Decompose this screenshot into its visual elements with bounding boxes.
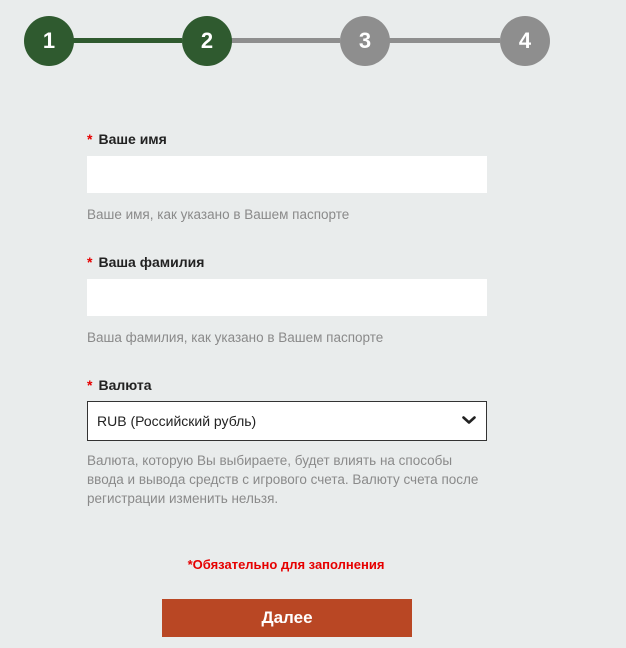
required-asterisk: * [87,131,93,147]
last-name-label-text: Ваша фамилия [98,254,205,270]
step-3: 3 [340,16,390,66]
currency-field [87,376,487,508]
progress-stepper [0,0,626,80]
currency-hint: Валюта, которую Вы выбираете, будет влиять на способы ввода и вывода средств с игрового счета. Валюту счета после регистрации изменить нельзя. [87,453,479,506]
step-1: 1 [24,16,74,66]
last-name-input[interactable] [87,279,487,316]
currency-selected-value: RUB (Российский рубль) [97,413,257,429]
currency-label-text: Валюта [98,377,152,393]
last-name-field [87,253,487,347]
first-name-label-text: Ваше имя [98,131,167,147]
currency-label [87,376,487,394]
first-name-input[interactable] [87,156,487,193]
step-connector-3-4 [388,38,500,43]
first-name-hint: Ваше имя, как указано в Вашем паспорте [87,207,350,222]
required-asterisk: * [87,377,93,393]
step-connector-1-2 [72,38,182,43]
next-button[interactable]: Далее [162,599,412,637]
step-4: 4 [500,16,550,66]
step-2: 2 [182,16,232,66]
step-connector-2-3 [230,38,340,43]
first-name-label [87,130,487,148]
currency-select[interactable] [87,401,487,441]
first-name-field [87,130,487,224]
last-name-hint: Ваша фамилия, как указано в Вашем паспорте [87,330,384,345]
required-fields-note: *Обязательно для заполнения [187,557,385,572]
last-name-label [87,253,487,271]
required-asterisk: * [87,254,93,270]
chevron-down-icon [462,415,476,425]
